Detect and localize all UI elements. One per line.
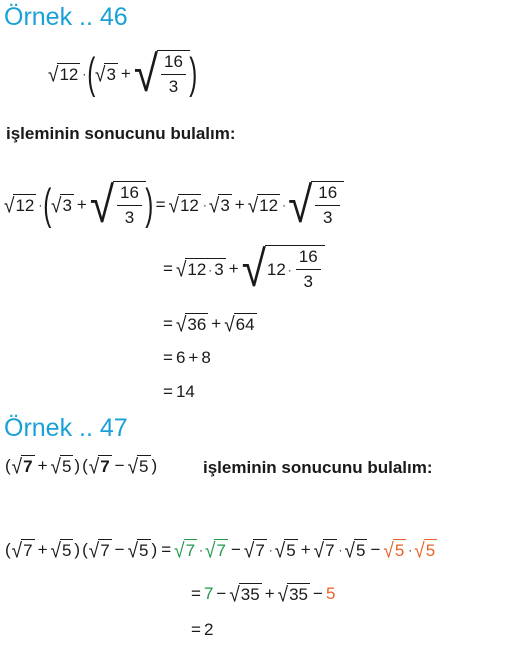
solution-47-line-2: = 7 − √ 35 + √ 35 − 5 [191,583,336,608]
example-47-title: Örnek .. 47 [4,414,128,442]
solution-46-line-1: √ 12 · ( √ 3 + √ $\frac{16}{3}$ ) = √ 12 · √ 3 + √ 12 · √ $\frac{16}{3}$ [4,181,344,228]
example-46-expression: √ 12 · ( √ 3 + √ $\frac{16}{3}$ ) [48,46,198,103]
example-47-expression: ( √ 7 + √ 5 ) ( √ 7 − √ 5 ) [5,455,158,480]
example-46-instruction: işleminin sonucunu bulalım: [6,124,236,143]
example-47-instruction: işleminin sonucunu bulalım: [203,458,433,477]
solution-46-line-4: = 6 + 8 [163,348,211,367]
solution-46-line-2: = √ 12 · 3 + √ 12 · $\frac{16}{3}$ [160,245,325,292]
example-46-title: Örnek .. 46 [4,3,128,31]
sqrt-12: √ 12 [48,63,79,87]
sqrt-16-over-3: √ $\frac{16}{3}$ [134,50,190,97]
sqrt-3: √ 3 [95,63,116,87]
solution-46-line-3: = √ 36 + √ 64 [163,313,255,338]
solution-47-line-3: = 2 [191,620,214,639]
solution-47-line-1: ( √ 7 + √ 5 ) ( √ 7 − √ 5 ) = √ 7 · √ 7 − √ 7 · √ 5 + √ 7 · √ 5 − √ 5 · √ 5 [5,539,436,564]
solution-46-line-5: = 14 [163,382,195,401]
